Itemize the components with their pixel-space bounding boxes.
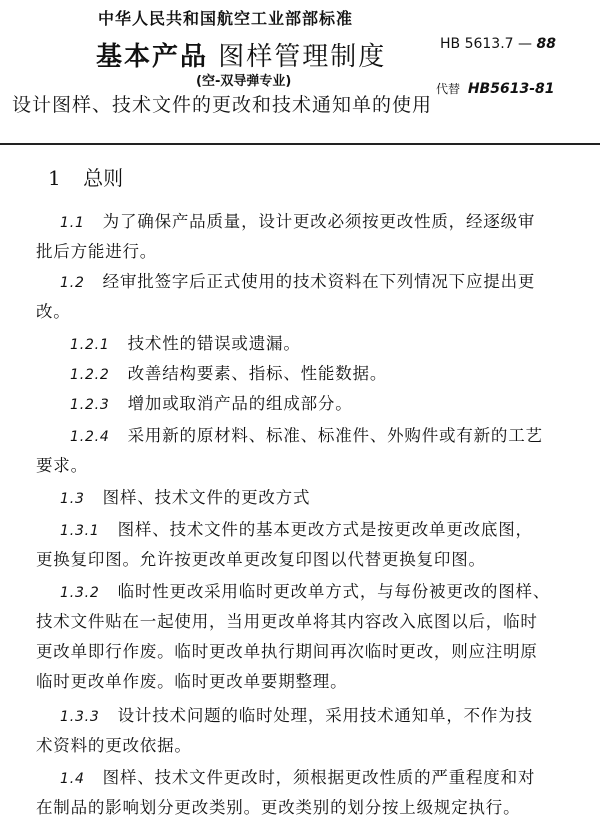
title-rest-part: 图样管理制度 <box>218 42 387 72</box>
text-line <box>36 732 192 756</box>
text-line <box>36 794 520 818</box>
text-line <box>36 608 538 632</box>
clause-number: 1.3 <box>60 491 85 507</box>
text-line <box>60 702 533 726</box>
clause-text: 经审批签字后正式使用的技术资料在下列情况下应提出更 <box>102 272 536 291</box>
replaces-standard <box>436 80 555 97</box>
clause-number: 1.4 <box>60 771 85 787</box>
section-title: 总则 <box>83 166 124 190</box>
text-line <box>36 638 538 662</box>
clause-number: 1.3.3 <box>60 709 100 725</box>
clause-text: 改。 <box>36 302 71 321</box>
text-line <box>70 390 353 414</box>
text-line <box>60 208 535 232</box>
clause-number: 1.2.4 <box>70 429 110 445</box>
document-subtitle: 设计图样、技术文件的更改和技术通知单的使用 <box>12 94 433 116</box>
clause-text: 增加或取消产品的组成部分。 <box>127 394 353 413</box>
clause-number: 1.2 <box>60 275 85 291</box>
text-line <box>60 516 533 540</box>
clause-number: 1.3.2 <box>60 585 100 601</box>
scope-note: (空-双导弹专业) <box>196 74 292 89</box>
clause-text: 改善结构要素、指标、性能数据。 <box>127 364 388 383</box>
clause-text: 术资料的更改依据。 <box>36 736 192 755</box>
clause-text: 更换复印图。允许按更改单更改复印图以代替更换复印图。 <box>36 550 486 569</box>
section-heading <box>48 162 123 191</box>
document-title <box>96 36 386 73</box>
text-line <box>70 330 301 354</box>
clause-text: 图样、技术文件的更改方式 <box>102 488 311 507</box>
clause-text: 采用新的原材料、标准、标准件、外购件或有新的工艺 <box>127 426 543 445</box>
issuing-organization: 中华人民共和国航空工业部部标准 <box>98 9 354 28</box>
clause-text: 为了确保产品质量，设计更改必须按更改性质，经逐级审 <box>102 212 536 231</box>
standard-number <box>440 36 556 52</box>
section-number: 1 <box>48 166 61 190</box>
clause-text: 要求。 <box>36 456 88 475</box>
replaces-label: 代替 <box>436 82 461 96</box>
text-line <box>60 764 535 788</box>
clause-text: 图样、技术文件更改时，须根据更改性质的严重程度和对 <box>102 768 536 787</box>
text-line <box>36 668 347 692</box>
clause-text: 在制品的影响划分更改类别。更改类别的划分按上级规定执行。 <box>36 798 521 817</box>
clause-text: 临时性更改采用临时更改单方式，与每份被更改的图样、 <box>117 582 551 601</box>
text-line <box>36 546 486 570</box>
clause-text: 临时更改单作废。临时更改单要期整理。 <box>36 672 348 691</box>
clause-text: 技术性的错误或遗漏。 <box>127 334 301 353</box>
clause-number: 1.2.3 <box>70 397 110 413</box>
text-line <box>60 484 310 508</box>
text-line <box>70 422 543 446</box>
text-line <box>70 360 387 384</box>
clause-text: 技术文件贴在一起使用，当用更改单将其内容改入底图以后，临时 <box>36 612 538 631</box>
text-line <box>36 238 157 262</box>
standard-code: HB 5613.7 — <box>440 36 533 52</box>
text-line <box>36 298 71 322</box>
text-line <box>60 578 550 602</box>
replaces-code: HB5613-81 <box>467 81 555 97</box>
text-line <box>60 268 535 292</box>
clause-text: 批后方能进行。 <box>36 242 158 261</box>
header-divider <box>0 143 600 145</box>
text-line <box>36 452 88 476</box>
title-bold-part: 基本产品 <box>96 42 209 72</box>
clause-number: 1.1 <box>60 215 85 231</box>
clause-text: 设计技术问题的临时处理，采用技术通知单，不作为技 <box>117 706 533 725</box>
clause-text: 图样、技术文件的基本更改方式是按更改单更改底图， <box>117 520 533 539</box>
clause-number: 1.2.1 <box>70 337 110 353</box>
clause-text: 更改单即行作废。临时更改单执行期间再次临时更改，则应注明原 <box>36 642 538 661</box>
clause-number: 1.2.2 <box>70 367 110 383</box>
clause-number: 1.3.1 <box>60 523 100 539</box>
standard-year: 88 <box>536 36 556 52</box>
document-header <box>0 0 600 140</box>
